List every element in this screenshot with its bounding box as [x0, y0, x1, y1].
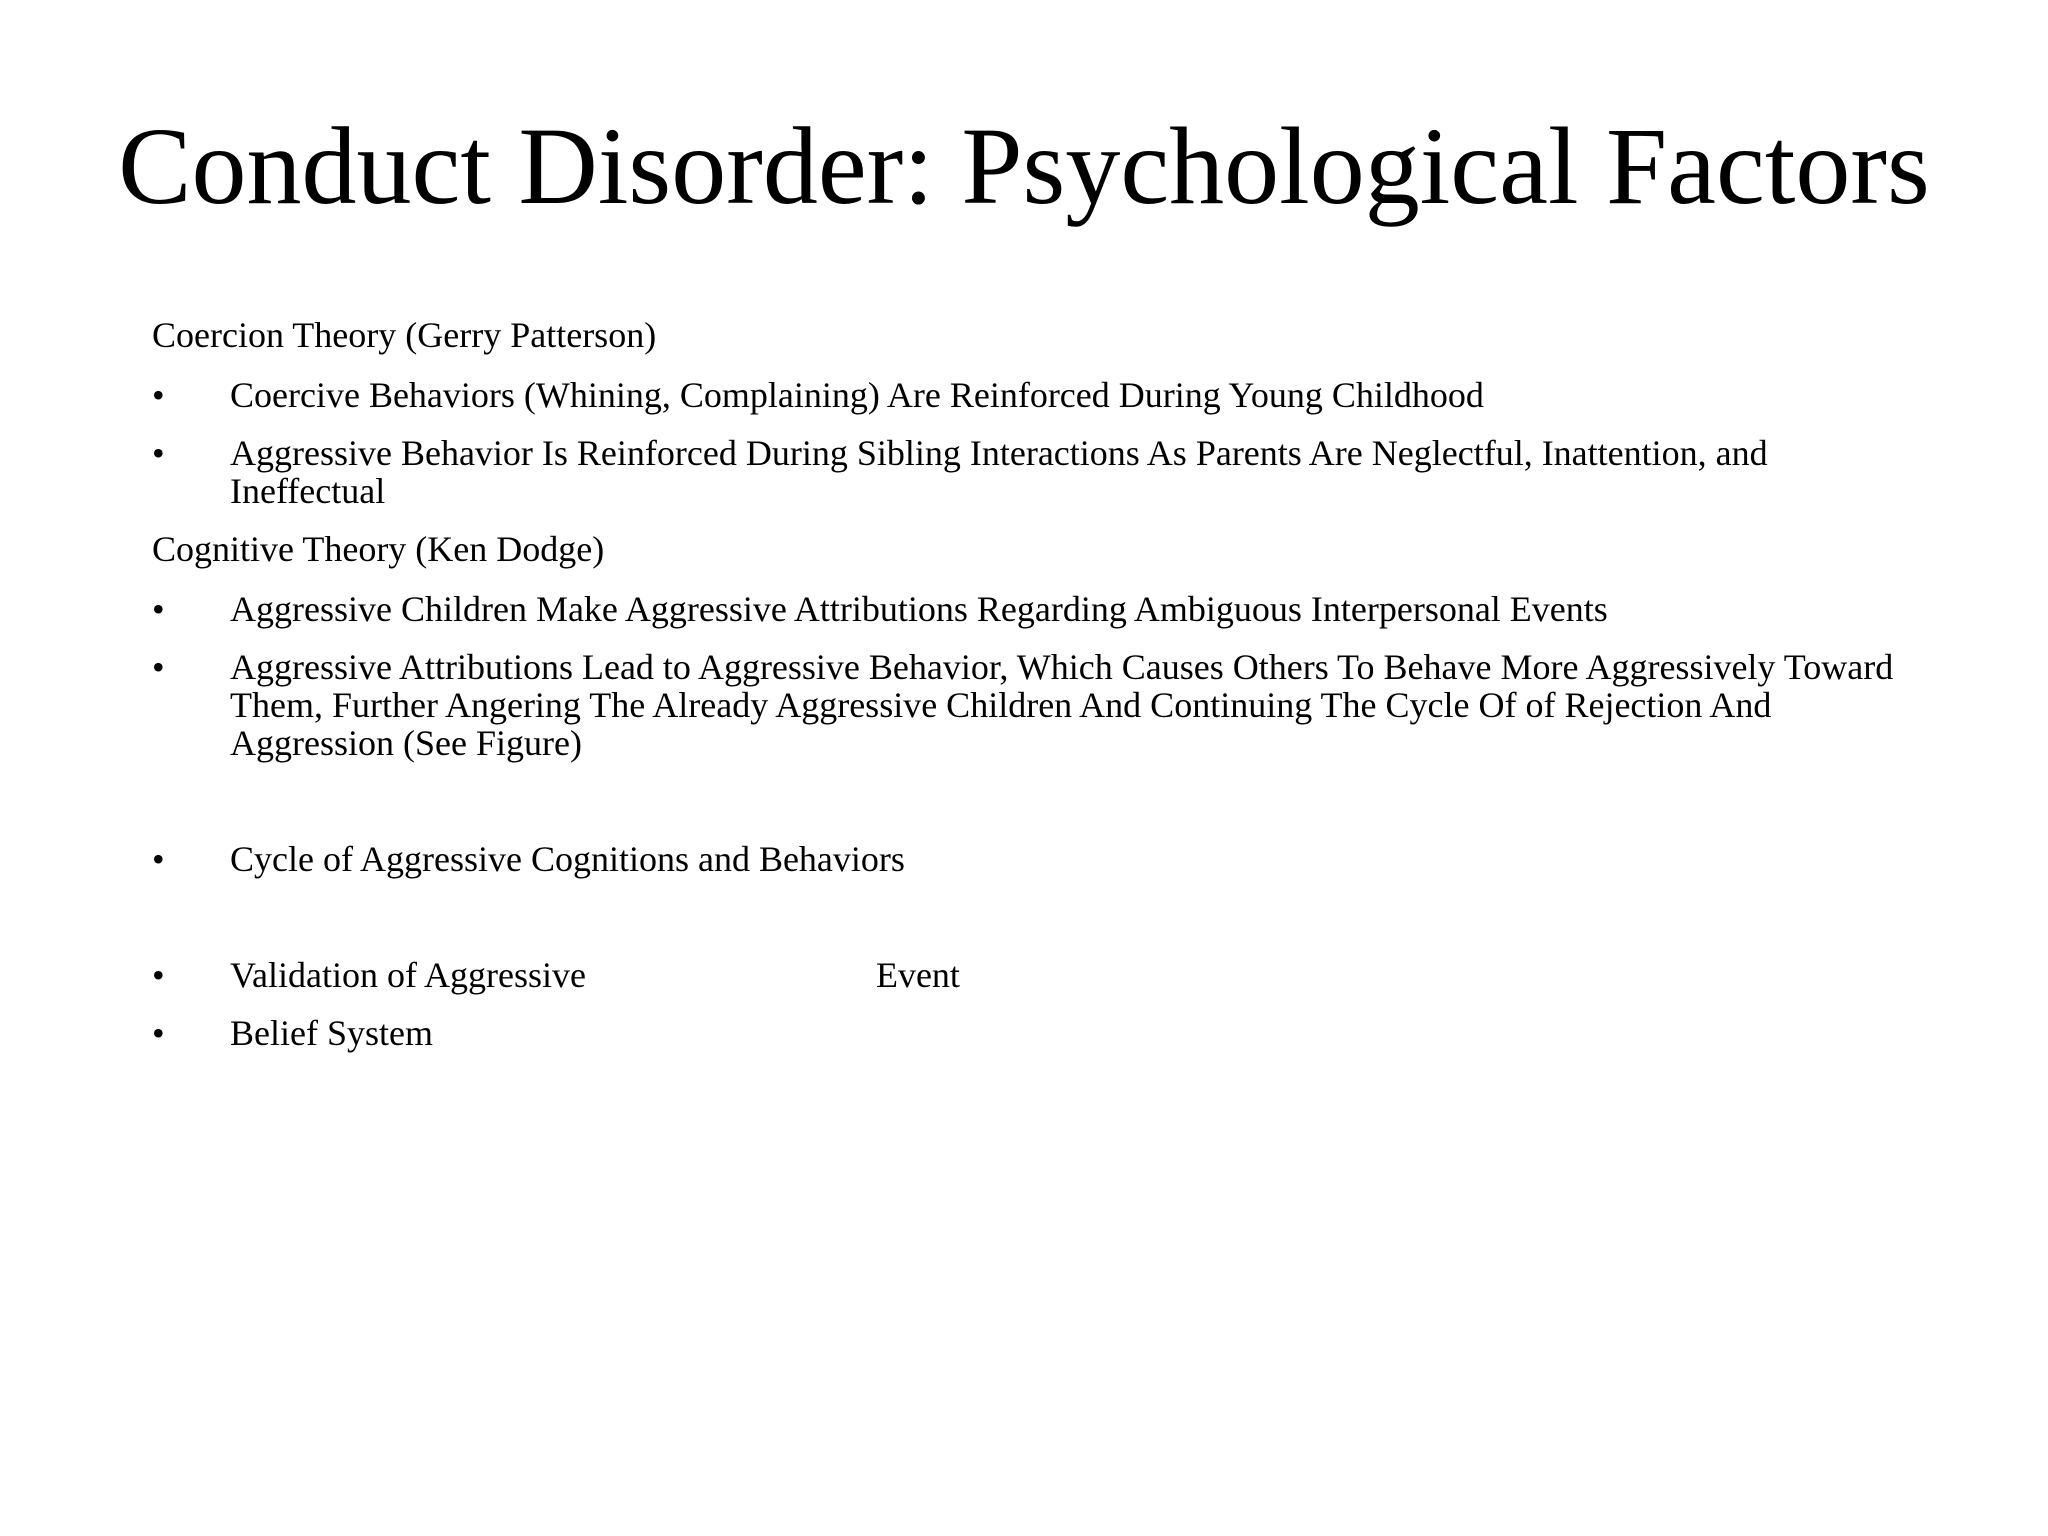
- bullet-icon: •: [152, 433, 165, 473]
- bullet-item: [152, 590, 1912, 628]
- bullet-text: Aggressive Attributions Lead to Aggressive Behavior, Which Causes Others To Behave More Aggressively Toward Them, Further Angering The Already Aggressive Children And Continuing The Cycle Of of Rejection And Aggression (See Figure): [230, 647, 1894, 763]
- section-heading-cognitive: Cognitive Theory (Ken Dodge): [152, 529, 605, 569]
- bullet-item: [152, 376, 1912, 414]
- figure-item-text: [230, 956, 1912, 994]
- bullet-icon: •: [152, 839, 165, 879]
- bullet-icon: •: [152, 955, 165, 995]
- bullet-icon: •: [152, 589, 165, 629]
- bullet-item: [152, 434, 1912, 510]
- bullet-text: Coercive Behaviors (Whining, Complaining) Are Reinforced During Young Childhood: [230, 375, 1484, 415]
- slide-title: Conduct Disorder: Psychological Factors: [118, 105, 1930, 227]
- figure-item: [152, 1014, 1912, 1052]
- bullet-item: [152, 648, 1912, 762]
- bullet-text: Aggressive Behavior Is Reinforced During Sibling Interactions As Parents Are Neglectful, Inattention, and Ineffectual: [230, 433, 1768, 511]
- section-heading-coercion: Coercion Theory (Gerry Patterson): [152, 315, 657, 355]
- figure-node-belief-system: Belief System: [230, 1013, 433, 1053]
- figure-node-event: Event: [875, 955, 960, 995]
- bullet-icon: •: [152, 375, 165, 415]
- figure-caption-item: [152, 840, 1912, 878]
- figure-caption: Cycle of Aggressive Cognitions and Behaviors: [230, 839, 905, 879]
- figure-node-validation: Validation of Aggressive: [230, 955, 586, 995]
- bullet-icon: •: [152, 647, 165, 687]
- bullet-icon: •: [152, 1013, 165, 1053]
- bullet-text: Aggressive Children Make Aggressive Attributions Regarding Ambiguous Interpersonal Events: [230, 589, 1608, 629]
- slide-body: [152, 316, 1912, 1072]
- figure-item: [152, 956, 1912, 994]
